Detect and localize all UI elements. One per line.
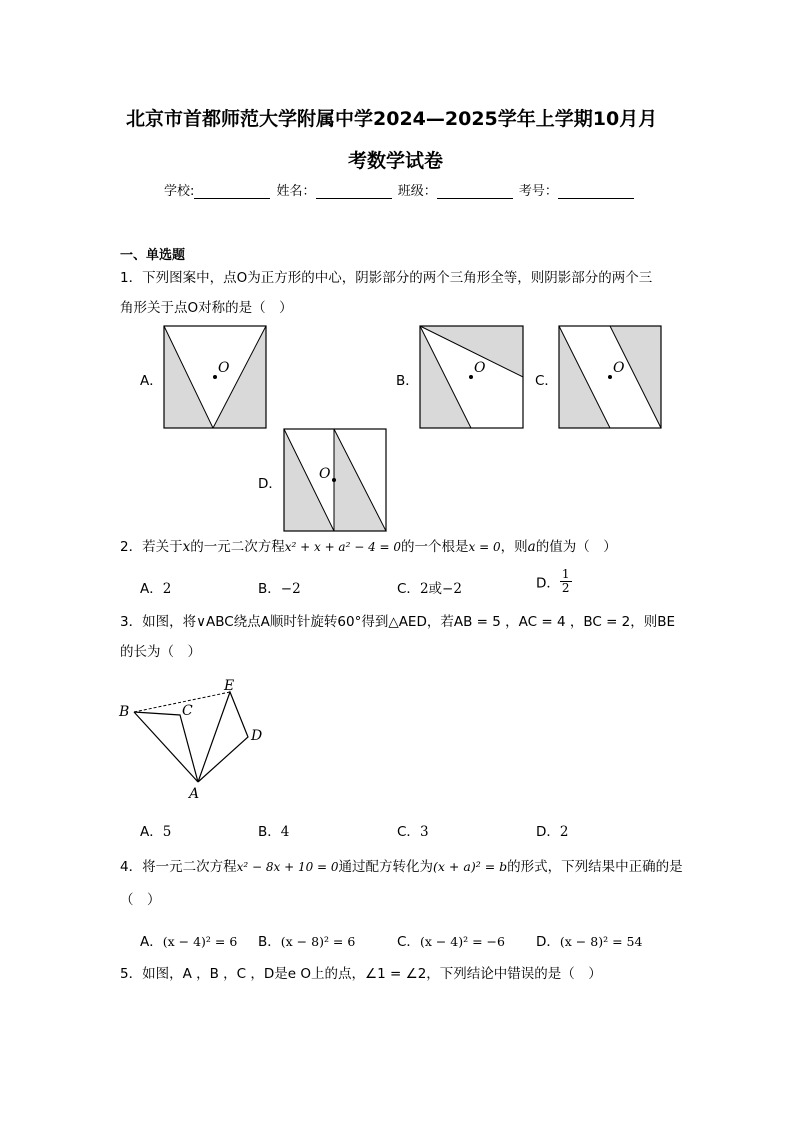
q3-triangle-abc (134, 712, 198, 782)
q1a-shade-right (213, 326, 266, 428)
class-blank[interactable] (437, 186, 513, 199)
q2-suffix: 的值为（ ） (535, 539, 617, 555)
q2-option-b-label: B． (258, 581, 281, 597)
q3-option-d-text: 2 (559, 824, 569, 840)
q2-option-c[interactable] (397, 577, 462, 597)
q1-figure-d (283, 428, 387, 532)
q3-option-a[interactable] (140, 820, 171, 840)
q1d-point-label: O (319, 466, 331, 482)
q3-option-c-label: C． (397, 824, 420, 840)
q2-var: x (182, 539, 191, 555)
q3-line1: 3．如图，将∨ABC绕点A顺时针旋转60°得到△AED，若AB = 5 ，AC = 4 ，BC = 2，则BE (120, 614, 676, 630)
q3-line2: 的长为（ ） (120, 644, 201, 660)
q1-option-b-label: B． (396, 373, 419, 389)
q2-root: x = 0 (468, 540, 501, 554)
q4-option-a-text: (x − 4)² = 6 (162, 934, 238, 949)
q4-option-d[interactable] (536, 930, 642, 950)
info-label-class: 班级： (397, 184, 437, 199)
q2-option-c-text: 2或−2 (419, 581, 462, 597)
q4-line2: （ ） (120, 892, 161, 908)
q1-line2: 角形关于点O对称的是（ ） (120, 300, 293, 316)
q2-option-d-label: D． (536, 575, 560, 592)
name-blank[interactable] (316, 186, 392, 199)
q2-option-b-text: −2 (280, 581, 301, 597)
q1-option-d-label: D． (258, 476, 282, 492)
q4-line1 (120, 852, 683, 882)
q4-equation: x² − 8x + 10 = 0 (236, 860, 339, 874)
q3-label-d: D (251, 728, 263, 744)
section-title: 一、单选题 (120, 248, 186, 263)
info-label-id: 考号： (518, 184, 558, 199)
q1-line1: 1．下列图案中，点O为正方形的中心，阴影部分的两个三角形全等，则阴影部分的两个三 (120, 270, 653, 286)
info-label-name: 姓名： (276, 184, 316, 199)
q1-figure-b (419, 325, 524, 429)
q1a-center-point (213, 375, 217, 379)
q1a-shade-left (164, 326, 213, 428)
q1c-point-label: O (613, 360, 625, 376)
q2-option-b[interactable] (258, 577, 301, 597)
q1-option-c-label: C． (535, 373, 558, 389)
q1b-center-point (469, 375, 473, 379)
q1d-shade-right (334, 429, 386, 531)
q4-option-b-label: B． (258, 934, 281, 950)
q4-option-d-text: (x − 8)² = 54 (559, 934, 643, 949)
q1c-shade-right (610, 326, 661, 428)
q4-form: (x + a)² = b (433, 859, 508, 874)
student-info-line (164, 180, 636, 199)
q2-option-c-label: C． (397, 581, 420, 597)
q3-label-e: E (224, 678, 235, 694)
q1a-point-label: O (218, 360, 230, 376)
page-title-line1: 北京市首都师范大学附属中学2024—2025学年上学期10月月 (126, 108, 658, 130)
id-blank[interactable] (558, 186, 634, 199)
q3-option-a-text: 5 (162, 824, 172, 840)
q3-option-b-text: 4 (280, 824, 290, 840)
q2-mid3: ，则 (500, 539, 528, 555)
q4-option-b[interactable] (258, 930, 355, 950)
q2-option-d-num: 1 (561, 567, 570, 581)
info-label-school: 学校: (164, 184, 195, 199)
q2-option-d-den: 2 (561, 581, 570, 595)
q2-stem (120, 533, 617, 562)
q1-figure-a (163, 325, 267, 429)
q3-option-b[interactable] (258, 820, 289, 840)
q4-option-c-text: (x − 4)² = −6 (419, 934, 505, 949)
q3-option-c[interactable] (397, 820, 429, 840)
school-blank[interactable] (194, 186, 270, 199)
q1-option-a-label: A． (140, 373, 163, 389)
q5-line1: 5．如图，A ，B ，C ，D是e O上的点，∠1 = ∠2，下列结论中错误的是（ ） (120, 966, 602, 982)
q3-option-a-label: A． (140, 824, 163, 840)
q4-option-b-text: (x − 8)² = 6 (280, 934, 356, 949)
page-title-line2: 考数学试卷 (348, 150, 444, 172)
q2-option-d[interactable] (536, 568, 572, 595)
q4-line1-c: 的形式，下列结果中正确的是 (507, 859, 683, 875)
q4-option-a[interactable] (140, 930, 237, 950)
q2-option-a-label: A． (140, 581, 163, 597)
q1c-shade-left (559, 326, 610, 428)
q3-option-b-label: B． (258, 824, 281, 840)
q4-option-c-label: C． (397, 934, 420, 950)
q2-option-a[interactable] (140, 577, 171, 597)
q2-option-a-text: 2 (162, 581, 172, 597)
q1d-center-point (332, 478, 336, 482)
q3-figure (112, 674, 272, 804)
q2-prefix: 2．若关于 (120, 539, 183, 555)
q1-figure-c (558, 325, 662, 429)
q2-mid: 的一元二次方程 (190, 539, 285, 555)
q3-label-a: A (189, 786, 200, 802)
q3-label-b: B (119, 704, 130, 720)
q4-line1-b: 通过配方转化为 (338, 859, 434, 875)
q3-option-d[interactable] (536, 820, 569, 840)
q4-line1-a: 4．将一元二次方程 (120, 859, 237, 875)
q2-var2: a (527, 539, 536, 555)
q3-label-c: C (182, 703, 193, 719)
q3-option-c-text: 3 (419, 824, 429, 840)
q3-triangle-aed (198, 692, 248, 782)
q2-mid2: 的一个根是 (401, 539, 469, 555)
q4-option-c[interactable] (397, 930, 505, 950)
q2-equation: x² + x + a² − 4 = 0 (284, 540, 402, 554)
q1b-point-label: O (474, 360, 486, 376)
q4-option-d-label: D． (536, 934, 560, 950)
q2-option-d-fraction (560, 568, 572, 595)
q4-option-a-label: A． (140, 934, 163, 950)
q3-option-d-label: D． (536, 824, 560, 840)
q1c-center-point (608, 375, 612, 379)
